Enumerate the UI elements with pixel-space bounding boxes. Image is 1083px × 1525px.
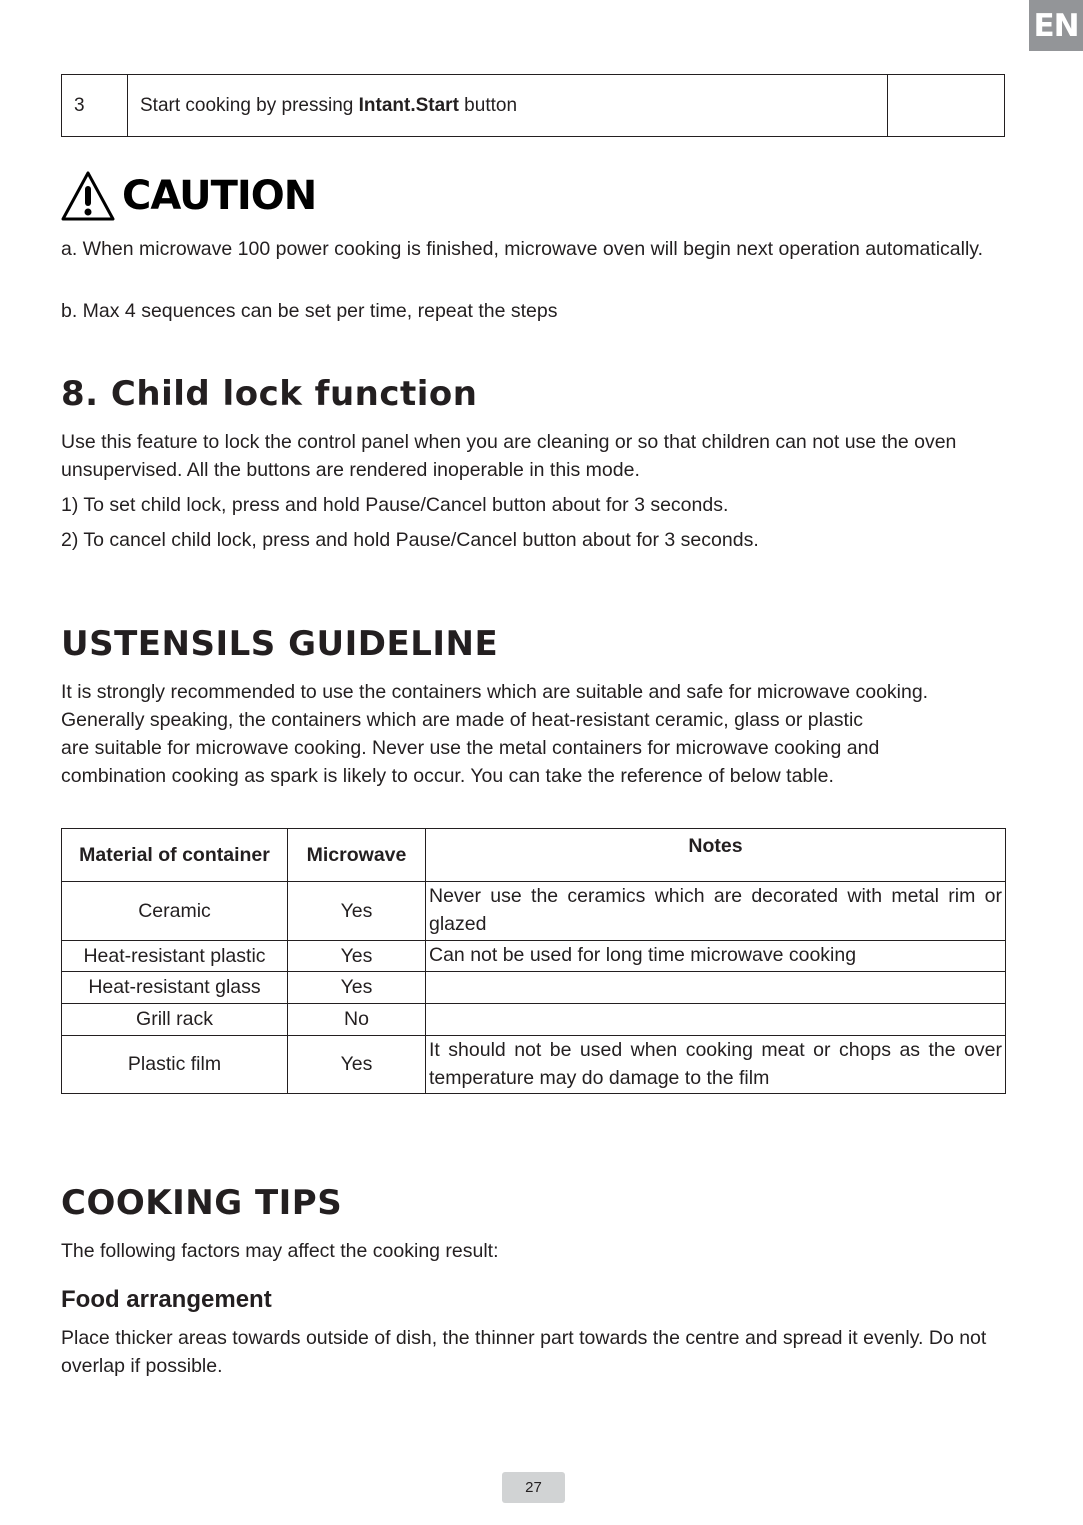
cell-notes: It should not be used when cooking meat or chops as the over temperature may do damage to the film [426, 1036, 1006, 1094]
cell-material: Heat-resistant plastic [62, 941, 288, 972]
cell-notes [426, 972, 1006, 1004]
child-lock-heading: 8. Child lock function [61, 374, 478, 414]
header-microwave: Microwave [288, 829, 426, 882]
cell-microwave: Yes [288, 972, 426, 1004]
table-row [62, 882, 1006, 941]
cell-microwave: Yes [288, 1036, 426, 1094]
caution-title: CAUTION [122, 173, 317, 219]
child-lock-step-1: 1) To set child lock, press and hold Pause/Cancel button about for 3 seconds. [61, 494, 729, 516]
header-notes: Notes [426, 829, 1006, 882]
step-table [61, 74, 1005, 137]
cooking-tips-heading: COOKING TIPS [61, 1183, 343, 1223]
utensils-table [61, 828, 1006, 1094]
language-badge: EN [1029, 0, 1083, 51]
caution-header [60, 170, 316, 222]
cell-material: Ceramic [62, 882, 288, 941]
table-row [62, 1004, 1006, 1036]
child-lock-intro: Use this feature to lock the control panel when you are cleaning or so that children can not use the oven unsupervised. All the buttons are rendered inoperable in this mode. [61, 431, 957, 481]
header-material: Material of container [62, 829, 288, 882]
cell-microwave: Yes [288, 941, 426, 972]
cell-notes: Never use the ceramics which are decorated with metal rim or glazed [426, 882, 1006, 941]
table-row [62, 1036, 1006, 1094]
utensils-intro [61, 678, 1021, 790]
step-number: 3 [62, 75, 128, 137]
utensils-heading: USTENSILS GUIDELINE [61, 624, 499, 664]
child-lock-step-2: 2) To cancel child lock, press and hold Pause/Cancel button about for 3 seconds. [61, 529, 759, 551]
cell-material: Plastic film [62, 1036, 288, 1094]
caution-item-a: a. When microwave 100 power cooking is finished, microwave oven will begin next operation automatically. [61, 238, 984, 260]
page-number: 27 [502, 1472, 565, 1503]
step-row [62, 75, 1005, 137]
step-text [128, 75, 888, 137]
table-row [62, 972, 1006, 1004]
food-arrangement-heading: Food arrangement [61, 1286, 272, 1313]
cell-microwave: Yes [288, 882, 426, 941]
caution-item-b: b. Max 4 sequences can be set per time, repeat the steps [61, 300, 558, 322]
step-text-bold: Intant.Start [358, 94, 459, 116]
cell-material: Grill rack [62, 1004, 288, 1036]
warning-triangle-icon [60, 170, 116, 222]
table-header-row [62, 829, 1006, 882]
cell-notes: Can not be used for long time microwave cooking [426, 941, 1006, 972]
utensils-intro-line-1: It is strongly recommended to use the containers which are suitable and safe for microwave cooking. [61, 681, 929, 703]
step-text-after: button [458, 94, 518, 116]
cell-material: Heat-resistant glass [62, 972, 288, 1004]
cooking-tips-intro: The following factors may affect the cooking result: [61, 1240, 499, 1262]
utensils-intro-line-4: combination cooking as spark is likely to occur. You can take the reference of below table. [61, 765, 834, 787]
utensils-intro-line-2: Generally speaking, the containers which are made of heat-resistant ceramic, glass or plastic [61, 709, 864, 731]
utensils-intro-line-3: are suitable for microwave cooking. Never use the metal containers for microwave cooking and [61, 737, 880, 759]
step-text-before: Start cooking by pressing [140, 94, 359, 116]
step-extra-cell [888, 75, 1005, 137]
table-row [62, 941, 1006, 972]
cell-microwave: No [288, 1004, 426, 1036]
cell-notes [426, 1004, 1006, 1036]
food-arrangement-text: Place thicker areas towards outside of dish, the thinner part towards the centre and spread it evenly. Do not overlap if possible. [61, 1327, 987, 1377]
